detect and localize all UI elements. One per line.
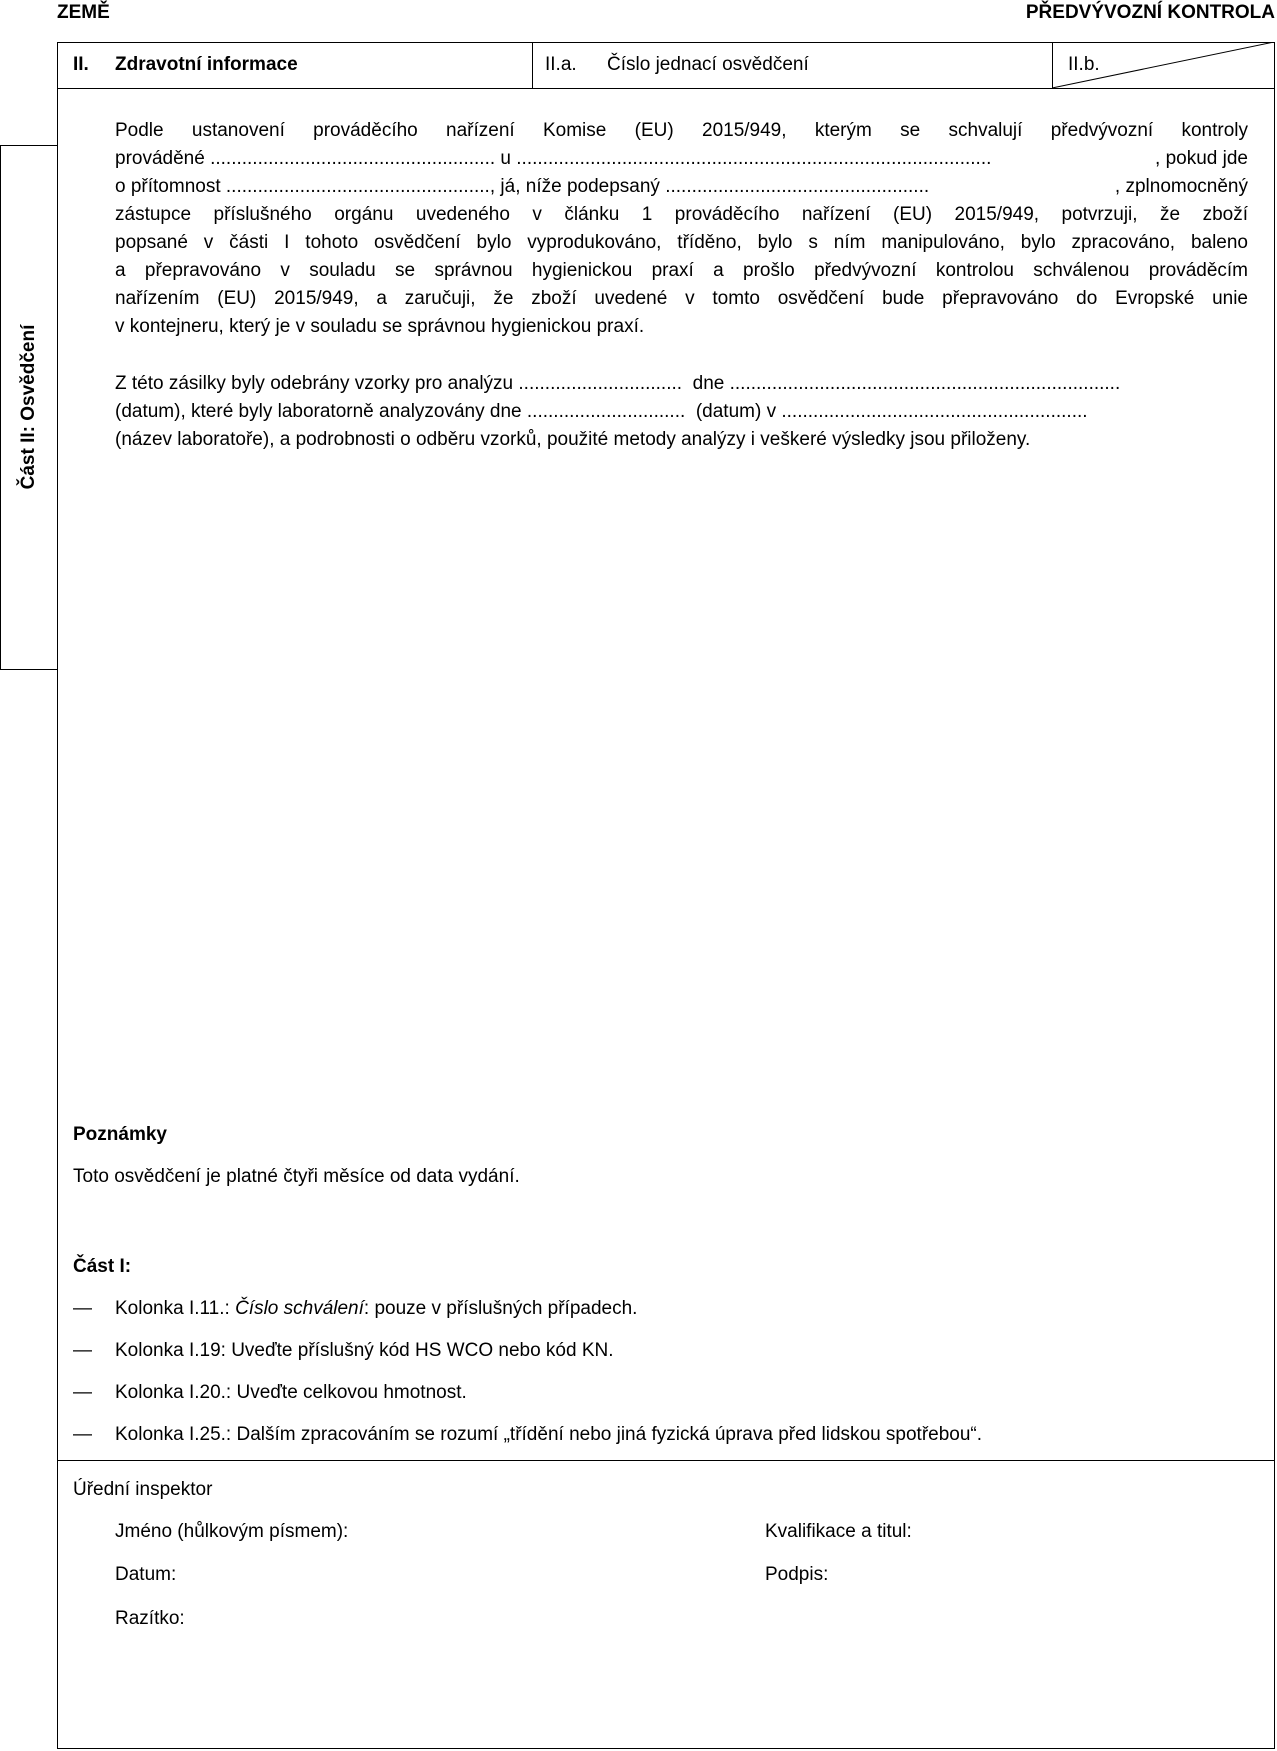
p1-line-7: nařízením (EU) 2015/949, a zaručuji, že zboží uvedené v tomto osvědčení bude přepravováno do Evropské unie	[115, 288, 1248, 309]
p2-samples-label: Z této zásilky byly odebrány vzorky pro analýzu	[115, 373, 514, 394]
sampling-date-field[interactable]: ..........................................................................	[729, 373, 1121, 394]
note-item-4	[73, 1422, 982, 1448]
note-item-3-text: Kolonka I.20.: Uveďte celkovou hmotnost.	[115, 1382, 467, 1403]
p1-regarding-label: , pokud jde	[1155, 148, 1248, 169]
section-number: II.	[73, 54, 89, 75]
p2-line-3: (název laboratoře), a podrobnosti o odběru vzorků, použité metody analýzy i veškeré výsledky jsou přiloženy.	[115, 429, 1031, 450]
laboratory-field[interactable]: ..........................................................	[781, 401, 1088, 422]
p2-in-label: (datum) v	[695, 401, 777, 422]
p1-undersigned-label: , já, níže podepsaný	[489, 176, 660, 197]
sampling-paragraph	[115, 370, 1248, 454]
side-label: Část II: Osvědčení	[18, 324, 39, 490]
p2-line-2	[115, 398, 1248, 426]
analysis-field[interactable]: ...............................	[518, 373, 683, 394]
section-title: Zdravotní informace	[115, 54, 298, 75]
p1-line-2	[115, 145, 1248, 173]
date-label: Datum:	[115, 1564, 177, 1585]
qualification-label: Kvalifikace a titul:	[765, 1521, 912, 1542]
country-label: ZEMĚ	[57, 2, 110, 23]
note-item-4-text: Kolonka I.25.: Dalším zpracováním se rozumí „třídění nebo jiná fyzická úprava před lidskou spotřebou“.	[115, 1424, 983, 1445]
document-title: PŘEDVÝVOZNÍ KONTROLA	[1025, 2, 1275, 23]
p2-date-label: dne	[692, 373, 725, 394]
p1-authorised-label: , zplnomocněný	[1114, 176, 1248, 197]
p1-line-6: a přepravováno v souladu se správnou hygienickou praxí a prošlo předvývozní kontrolou schválenou prováděcím	[115, 260, 1248, 281]
header-cell-divider-a	[532, 42, 533, 89]
note-item-1	[73, 1296, 637, 1322]
dash-2: —	[73, 1340, 92, 1361]
note-item-2	[73, 1338, 614, 1364]
cell-a-number: II.a.	[545, 54, 577, 75]
name-label: Jméno (hůlkovým písmem):	[115, 1521, 349, 1542]
dash-3: —	[73, 1382, 92, 1403]
presence-field[interactable]: ..................................................	[225, 176, 490, 197]
executed-at-field[interactable]: ..........................................................................................	[516, 148, 992, 169]
part-one-heading: Část I:	[73, 1256, 132, 1277]
note-item-1-suffix: : pouze v příslušných případech.	[363, 1298, 638, 1319]
dash-4: —	[73, 1424, 92, 1445]
analysis-date-field[interactable]: ..............................	[526, 401, 686, 422]
p1-presence-label: o přítomnost	[115, 176, 221, 197]
signature-label: Podpis:	[765, 1564, 829, 1585]
certification-paragraph	[115, 117, 1248, 341]
stamp-label: Razítko:	[115, 1608, 185, 1629]
notes-heading: Poznámky	[73, 1124, 167, 1145]
cell-b-number: II.b.	[1068, 54, 1100, 75]
p1-line-4: zástupce příslušného orgánu uvedeného v článku 1 prováděcího nařízení (EU) 2015/949, potvrzuji, že zboží	[115, 204, 1248, 225]
undersigned-field[interactable]: ..................................................	[665, 176, 930, 197]
inspector-divider	[57, 1460, 1275, 1461]
dash-1: —	[73, 1298, 92, 1319]
note-item-1-prefix: Kolonka I.11.:	[115, 1298, 236, 1319]
p1-line-5: popsané v části I tohoto osvědčení bylo vyprodukováno, tříděno, bylo s ním manipulováno, bylo zpracováno, baleno	[115, 232, 1248, 253]
p1-line-3	[115, 173, 1248, 201]
certificate-ref-label: Číslo jednací osvědčení	[607, 54, 809, 75]
note-item-2-text: Kolonka I.19: Uveďte příslušný kód HS WCO nebo kód KN.	[115, 1340, 614, 1361]
p2-line-1	[115, 370, 1248, 398]
inspector-heading: Úřední inspektor	[73, 1479, 213, 1500]
p2-analysed-label: (datum), které byly laboratorně analyzovány dne	[115, 401, 522, 422]
p1-line-8: v kontejneru, který je v souladu se správnou hygienickou praxí.	[115, 316, 645, 337]
note-item-1-italic: Číslo schválení	[235, 1298, 364, 1319]
p1-executed-label: prováděné	[115, 148, 205, 169]
p1-line-1: Podle ustanovení prováděcího nařízení Komise (EU) 2015/949, kterým se schvalují předvývozní kontroly	[115, 120, 1248, 141]
executed-by-field[interactable]: ......................................................	[210, 148, 496, 169]
p1-at-label: u	[500, 148, 511, 169]
validity-note: Toto osvědčení je platné čtyři měsíce od data vydání.	[73, 1166, 520, 1187]
note-item-3	[73, 1380, 467, 1406]
